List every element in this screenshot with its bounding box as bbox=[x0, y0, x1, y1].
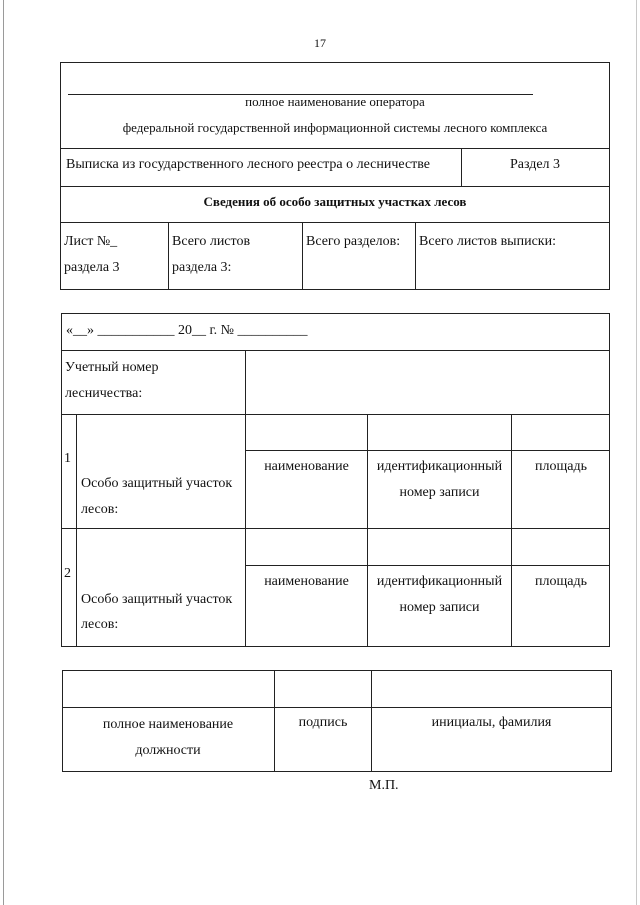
page-edge bbox=[636, 0, 637, 905]
col-divider bbox=[168, 222, 169, 290]
area-column-label: площадь bbox=[535, 459, 587, 474]
extract-title: Выписка из государственного лесного реестра о лесничестве bbox=[66, 157, 431, 172]
name-column-label: наименование bbox=[264, 574, 349, 589]
page-edge bbox=[3, 0, 4, 905]
date-number-line: «__» ___________ 20__ г. № __________ bbox=[66, 323, 308, 338]
section-title: Сведения об особо защитных участках лесов bbox=[203, 194, 467, 209]
area-column-label: площадь bbox=[535, 574, 587, 589]
row-divider bbox=[61, 414, 610, 415]
protective-plot-label: Особо защитный участок bbox=[81, 592, 233, 607]
col-divider bbox=[415, 222, 416, 290]
row-divider bbox=[245, 450, 610, 451]
sheet-number-label-cont: раздела 3 bbox=[64, 260, 120, 275]
total-sheets-label-cont: раздела 3: bbox=[172, 260, 232, 275]
protective-plot-label-cont: лесов: bbox=[81, 502, 119, 517]
position-caption: полное наименование bbox=[102, 717, 234, 732]
stamp-placeholder: М.П. bbox=[369, 778, 399, 793]
name-caption: инициалы, фамилия bbox=[431, 715, 552, 730]
page-number: 17 bbox=[314, 36, 326, 50]
operator-caption-line1: полное наименование оператора bbox=[245, 94, 425, 109]
record-id-column-label: идентификационный bbox=[376, 574, 503, 589]
row-number: 1 bbox=[64, 451, 71, 466]
protective-plot-label-cont: лесов: bbox=[81, 617, 119, 632]
row-divider bbox=[245, 565, 610, 566]
protective-plot-label: Особо защитный участок bbox=[81, 476, 233, 491]
record-id-column-label: идентификационный bbox=[376, 459, 503, 474]
forestry-number-label-cont: лесничества: bbox=[65, 386, 143, 401]
total-sheets-label: Всего листов bbox=[172, 234, 251, 249]
section-label: Раздел 3 bbox=[509, 157, 561, 172]
col-divider bbox=[511, 414, 512, 647]
row-divider bbox=[60, 186, 610, 187]
row-divider bbox=[60, 222, 610, 223]
sheet-number-label: Лист №_ bbox=[64, 234, 118, 249]
position-caption-cont: должности bbox=[135, 743, 201, 758]
total-extract-sheets-label: Всего листов выписки: bbox=[419, 234, 556, 249]
row-divider bbox=[60, 148, 610, 149]
signature-caption: подпись bbox=[298, 715, 348, 730]
row-divider bbox=[62, 707, 612, 708]
record-id-column-label-cont: номер записи bbox=[399, 600, 480, 615]
row-number: 2 bbox=[64, 566, 71, 581]
name-column-label: наименование bbox=[264, 459, 349, 474]
col-divider bbox=[302, 222, 303, 290]
operator-caption-line2: федеральной государственной информационной системы лесного комплекса bbox=[122, 120, 548, 135]
col-divider bbox=[76, 414, 77, 647]
col-divider bbox=[245, 350, 246, 647]
record-id-column-label-cont: номер записи bbox=[399, 485, 480, 500]
row-divider bbox=[61, 528, 610, 529]
total-sections-label: Всего разделов: bbox=[306, 234, 401, 249]
row-divider bbox=[61, 350, 610, 351]
forestry-number-label: Учетный номер bbox=[65, 360, 159, 375]
